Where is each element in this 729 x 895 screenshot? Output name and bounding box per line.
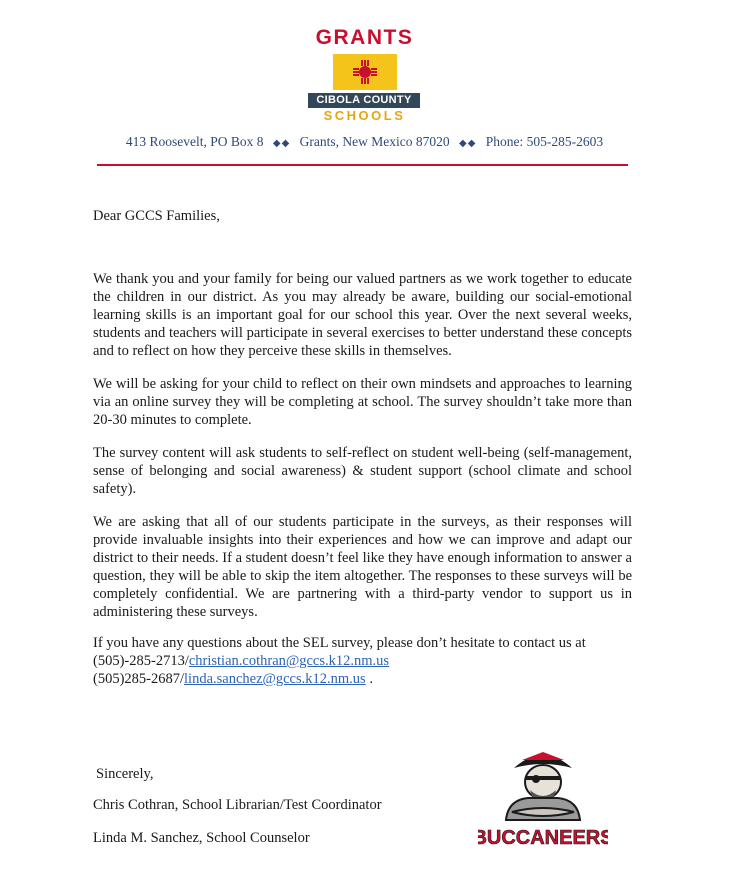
paragraph-4: [93, 513, 632, 621]
new-mexico-flag-icon: [333, 54, 397, 90]
mascot-label: BUCCANEERS: [478, 827, 608, 849]
contact-1: [93, 652, 632, 670]
district-name-bottom: SCHOOLS: [323, 108, 406, 123]
buccaneers-logo: [478, 746, 608, 851]
paragraph-1: [93, 270, 632, 360]
contact-line: [0, 134, 729, 150]
header-divider: [97, 164, 628, 166]
district-name-middle: CIBOLA COUNTY: [308, 93, 420, 108]
paragraph-5: [93, 634, 632, 688]
paragraph-2: [93, 375, 632, 429]
contact-2-email-link[interactable]: linda.sanchez@gccs.k12.nm.us: [184, 671, 366, 687]
separator-icon: ◆◆: [272, 138, 291, 149]
contact-2-phone: (505)285-2687/: [93, 671, 185, 687]
paragraph-3: [93, 444, 632, 498]
signer-2: Linda M. Sanchez, School Counselor: [93, 830, 310, 846]
contact-2: [93, 670, 632, 688]
letterhead: [0, 0, 729, 175]
closing: Sincerely,: [96, 766, 154, 782]
paragraph-text: If you have any questions about the SEL survey, please don’t hesitate to contact us at: [93, 635, 586, 651]
contact-2-suffix: .: [365, 671, 373, 687]
pirate-mascot-icon: [478, 746, 608, 851]
separator-icon: ◆◆: [459, 138, 477, 149]
phone-number: Phone: 505-285-2603: [485, 134, 604, 149]
contact-1-email-link[interactable]: christian.cothran@gccs.k12.nm.us: [188, 653, 390, 669]
paragraph-text: We will be asking for your child to reflect on their own mindsets and approaches to learning via an online survey they will be completing at school. The survey shouldn’t take more than 20-30 minutes to complete.: [93, 376, 632, 428]
paragraph-text: We thank you and your family for being our valued partners as we work together to educate the children in our district. As you may already be aware, building our social-emotional learning skills is an important goal for our school this year. Over the next several weeks, students and teachers will participate in several exercises to better understand these concepts and to reflect on how they perceive these skills in themselves.: [93, 271, 632, 359]
district-name-top: GRANTS: [315, 26, 414, 49]
paragraph-text: We are asking that all of our students participate in the surveys, as their responses will provide invaluable insights into their experiences and how we can improve and adapt our district to their needs. If a student doesn’t feel like they have enough information to answer a question, they will be able to skip the item altogether. The responses to these surveys will be completely confidential. We are partnering with a third-party vendor to support us in administering these surveys.: [93, 514, 632, 620]
signer-1: Chris Cothran, School Librarian/Test Coordinator: [93, 797, 382, 813]
contact-1-phone: (505)-285-2713/: [93, 653, 189, 669]
street-address: 413 Roosevelt, PO Box 8: [125, 134, 264, 149]
greeting: Dear GCCS Families,: [93, 208, 220, 224]
city-address: Grants, New Mexico 87020: [299, 134, 450, 149]
paragraph-text: The survey content will ask students to self-reflect on student well-being (self-management, sense of belonging and social awareness) & student support (school climate and school safety).: [93, 445, 632, 497]
